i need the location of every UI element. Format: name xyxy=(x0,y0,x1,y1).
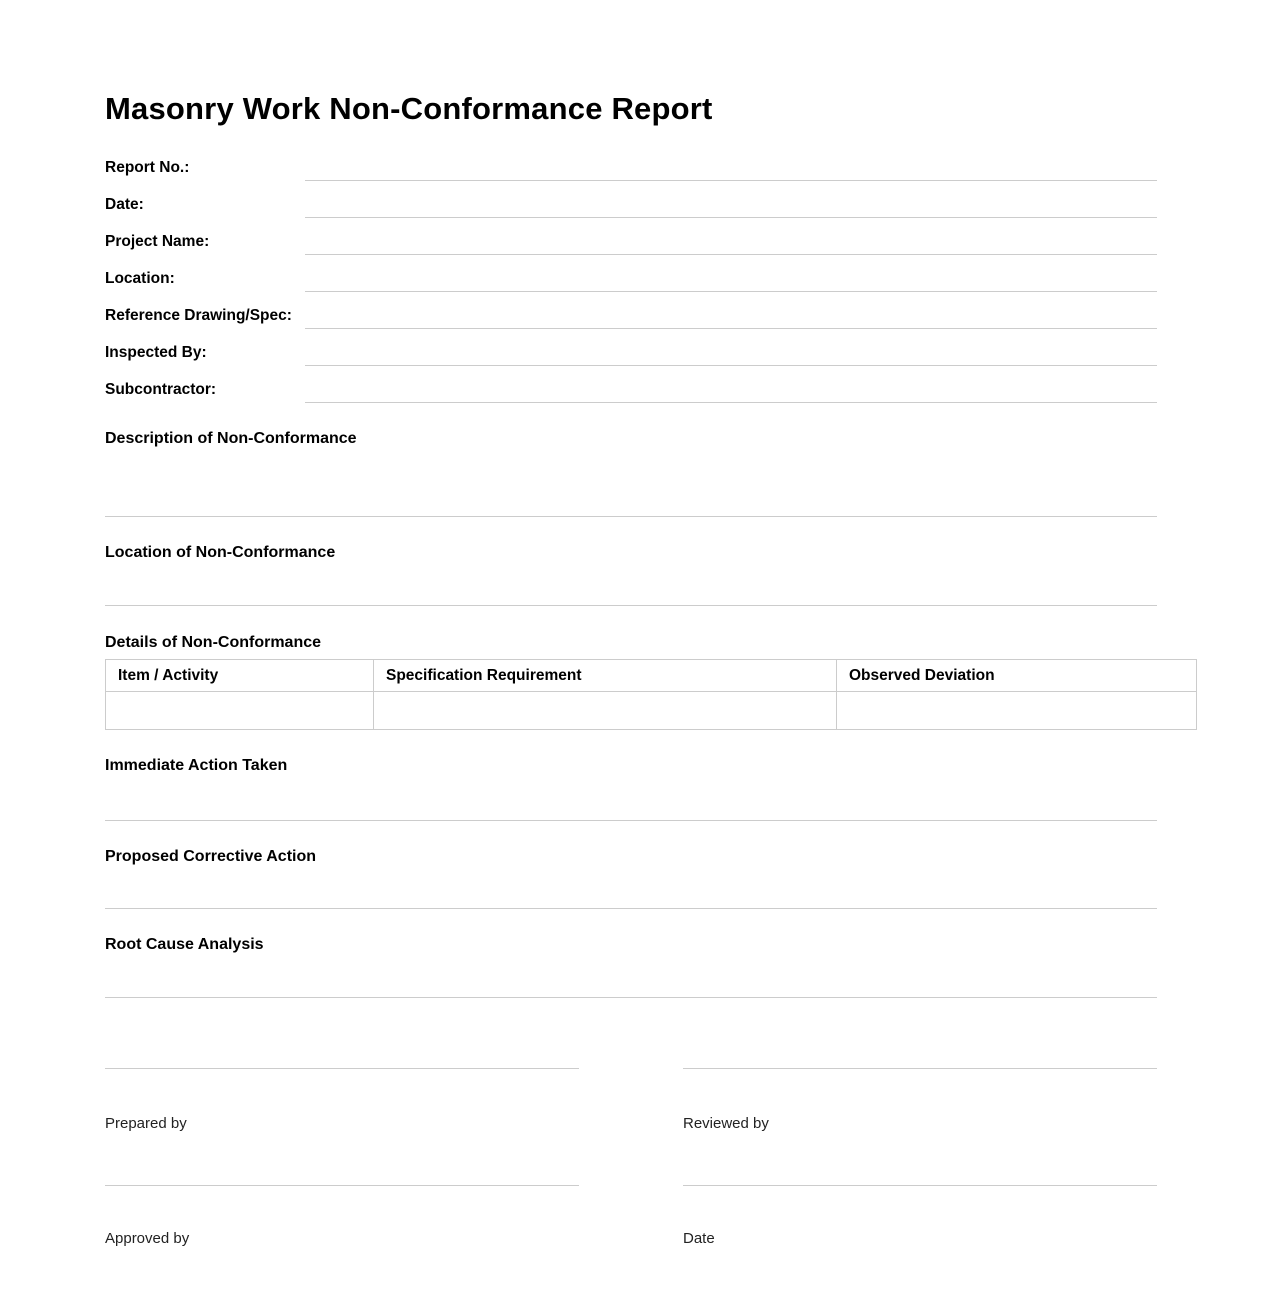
section-description xyxy=(105,403,1157,517)
reviewed-by-label: Reviewed by xyxy=(683,1115,769,1132)
report-no-field-line[interactable] xyxy=(305,144,1157,181)
item-activity-cell[interactable] xyxy=(106,692,374,730)
immediate-action-heading: Immediate Action Taken xyxy=(105,757,288,774)
field-row-reference-drawing xyxy=(105,292,1157,329)
column-header-observed-deviation: Observed Deviation xyxy=(837,660,1197,692)
description-heading: Description of Non-Conformance xyxy=(105,430,357,447)
date-signature-line[interactable] xyxy=(683,1133,1157,1186)
approved-by-label: Approved by xyxy=(105,1230,190,1247)
root-cause-content-area[interactable] xyxy=(105,954,1157,997)
date-label: Date: xyxy=(105,196,144,213)
section-root-cause xyxy=(105,909,1157,998)
approved-by-signature-line[interactable] xyxy=(105,1133,579,1186)
inspected-by-label: Inspected By: xyxy=(105,344,207,361)
signature-cell-reviewed-by xyxy=(683,998,1157,1133)
field-row-location xyxy=(105,255,1157,292)
details-table xyxy=(105,659,1197,730)
field-row-inspected-by xyxy=(105,329,1157,366)
field-row-subcontractor xyxy=(105,366,1157,403)
header-fields xyxy=(105,144,1157,403)
subcontractor-label: Subcontractor: xyxy=(105,381,217,398)
prepared-by-signature-line[interactable] xyxy=(105,998,579,1069)
column-header-specification: Specification Requirement xyxy=(374,660,837,692)
date-field-line[interactable] xyxy=(305,181,1157,218)
proposed-action-content-area[interactable] xyxy=(105,866,1157,908)
immediate-action-content-area[interactable] xyxy=(105,775,1157,820)
table-row xyxy=(106,692,1197,730)
location-heading: Location of Non-Conformance xyxy=(105,544,336,561)
inspected-by-field-line[interactable] xyxy=(305,329,1157,366)
description-content-area[interactable] xyxy=(105,448,1157,516)
nonconformance-report-page xyxy=(105,0,1157,1248)
date-label-signature: Date xyxy=(683,1230,715,1247)
signature-cell-prepared-by xyxy=(105,998,579,1133)
field-row-date xyxy=(105,181,1157,218)
root-cause-heading: Root Cause Analysis xyxy=(105,936,264,953)
details-heading: Details of Non-Conformance xyxy=(105,634,322,651)
project-name-field-line[interactable] xyxy=(305,218,1157,255)
subcontractor-field-line[interactable] xyxy=(305,366,1157,403)
location-content-area[interactable] xyxy=(105,562,1157,605)
observed-deviation-cell[interactable] xyxy=(837,692,1197,730)
section-location xyxy=(105,517,1157,606)
reviewed-by-signature-line[interactable] xyxy=(683,998,1157,1069)
report-no-label: Report No.: xyxy=(105,159,190,176)
signature-cell-date xyxy=(683,1133,1157,1248)
proposed-action-heading: Proposed Corrective Action xyxy=(105,848,317,865)
page-title: Masonry Work Non-Conformance Report xyxy=(105,91,713,126)
section-immediate-action xyxy=(105,730,1157,821)
section-details xyxy=(105,606,1157,730)
signature-cell-approved-by xyxy=(105,1133,579,1248)
field-row-project-name xyxy=(105,218,1157,255)
section-proposed-action xyxy=(105,821,1157,909)
details-table-header-row xyxy=(106,660,1197,692)
reference-drawing-label: Reference Drawing/Spec: xyxy=(105,307,292,324)
prepared-by-label: Prepared by xyxy=(105,1115,187,1132)
field-row-report-no xyxy=(105,144,1157,181)
signature-block xyxy=(105,998,1157,1248)
location-field-line[interactable] xyxy=(305,255,1157,292)
column-header-item-activity: Item / Activity xyxy=(106,660,374,692)
project-name-label: Project Name: xyxy=(105,233,210,250)
location-label: Location: xyxy=(105,270,175,287)
specification-cell[interactable] xyxy=(374,692,837,730)
reference-drawing-field-line[interactable] xyxy=(305,292,1157,329)
